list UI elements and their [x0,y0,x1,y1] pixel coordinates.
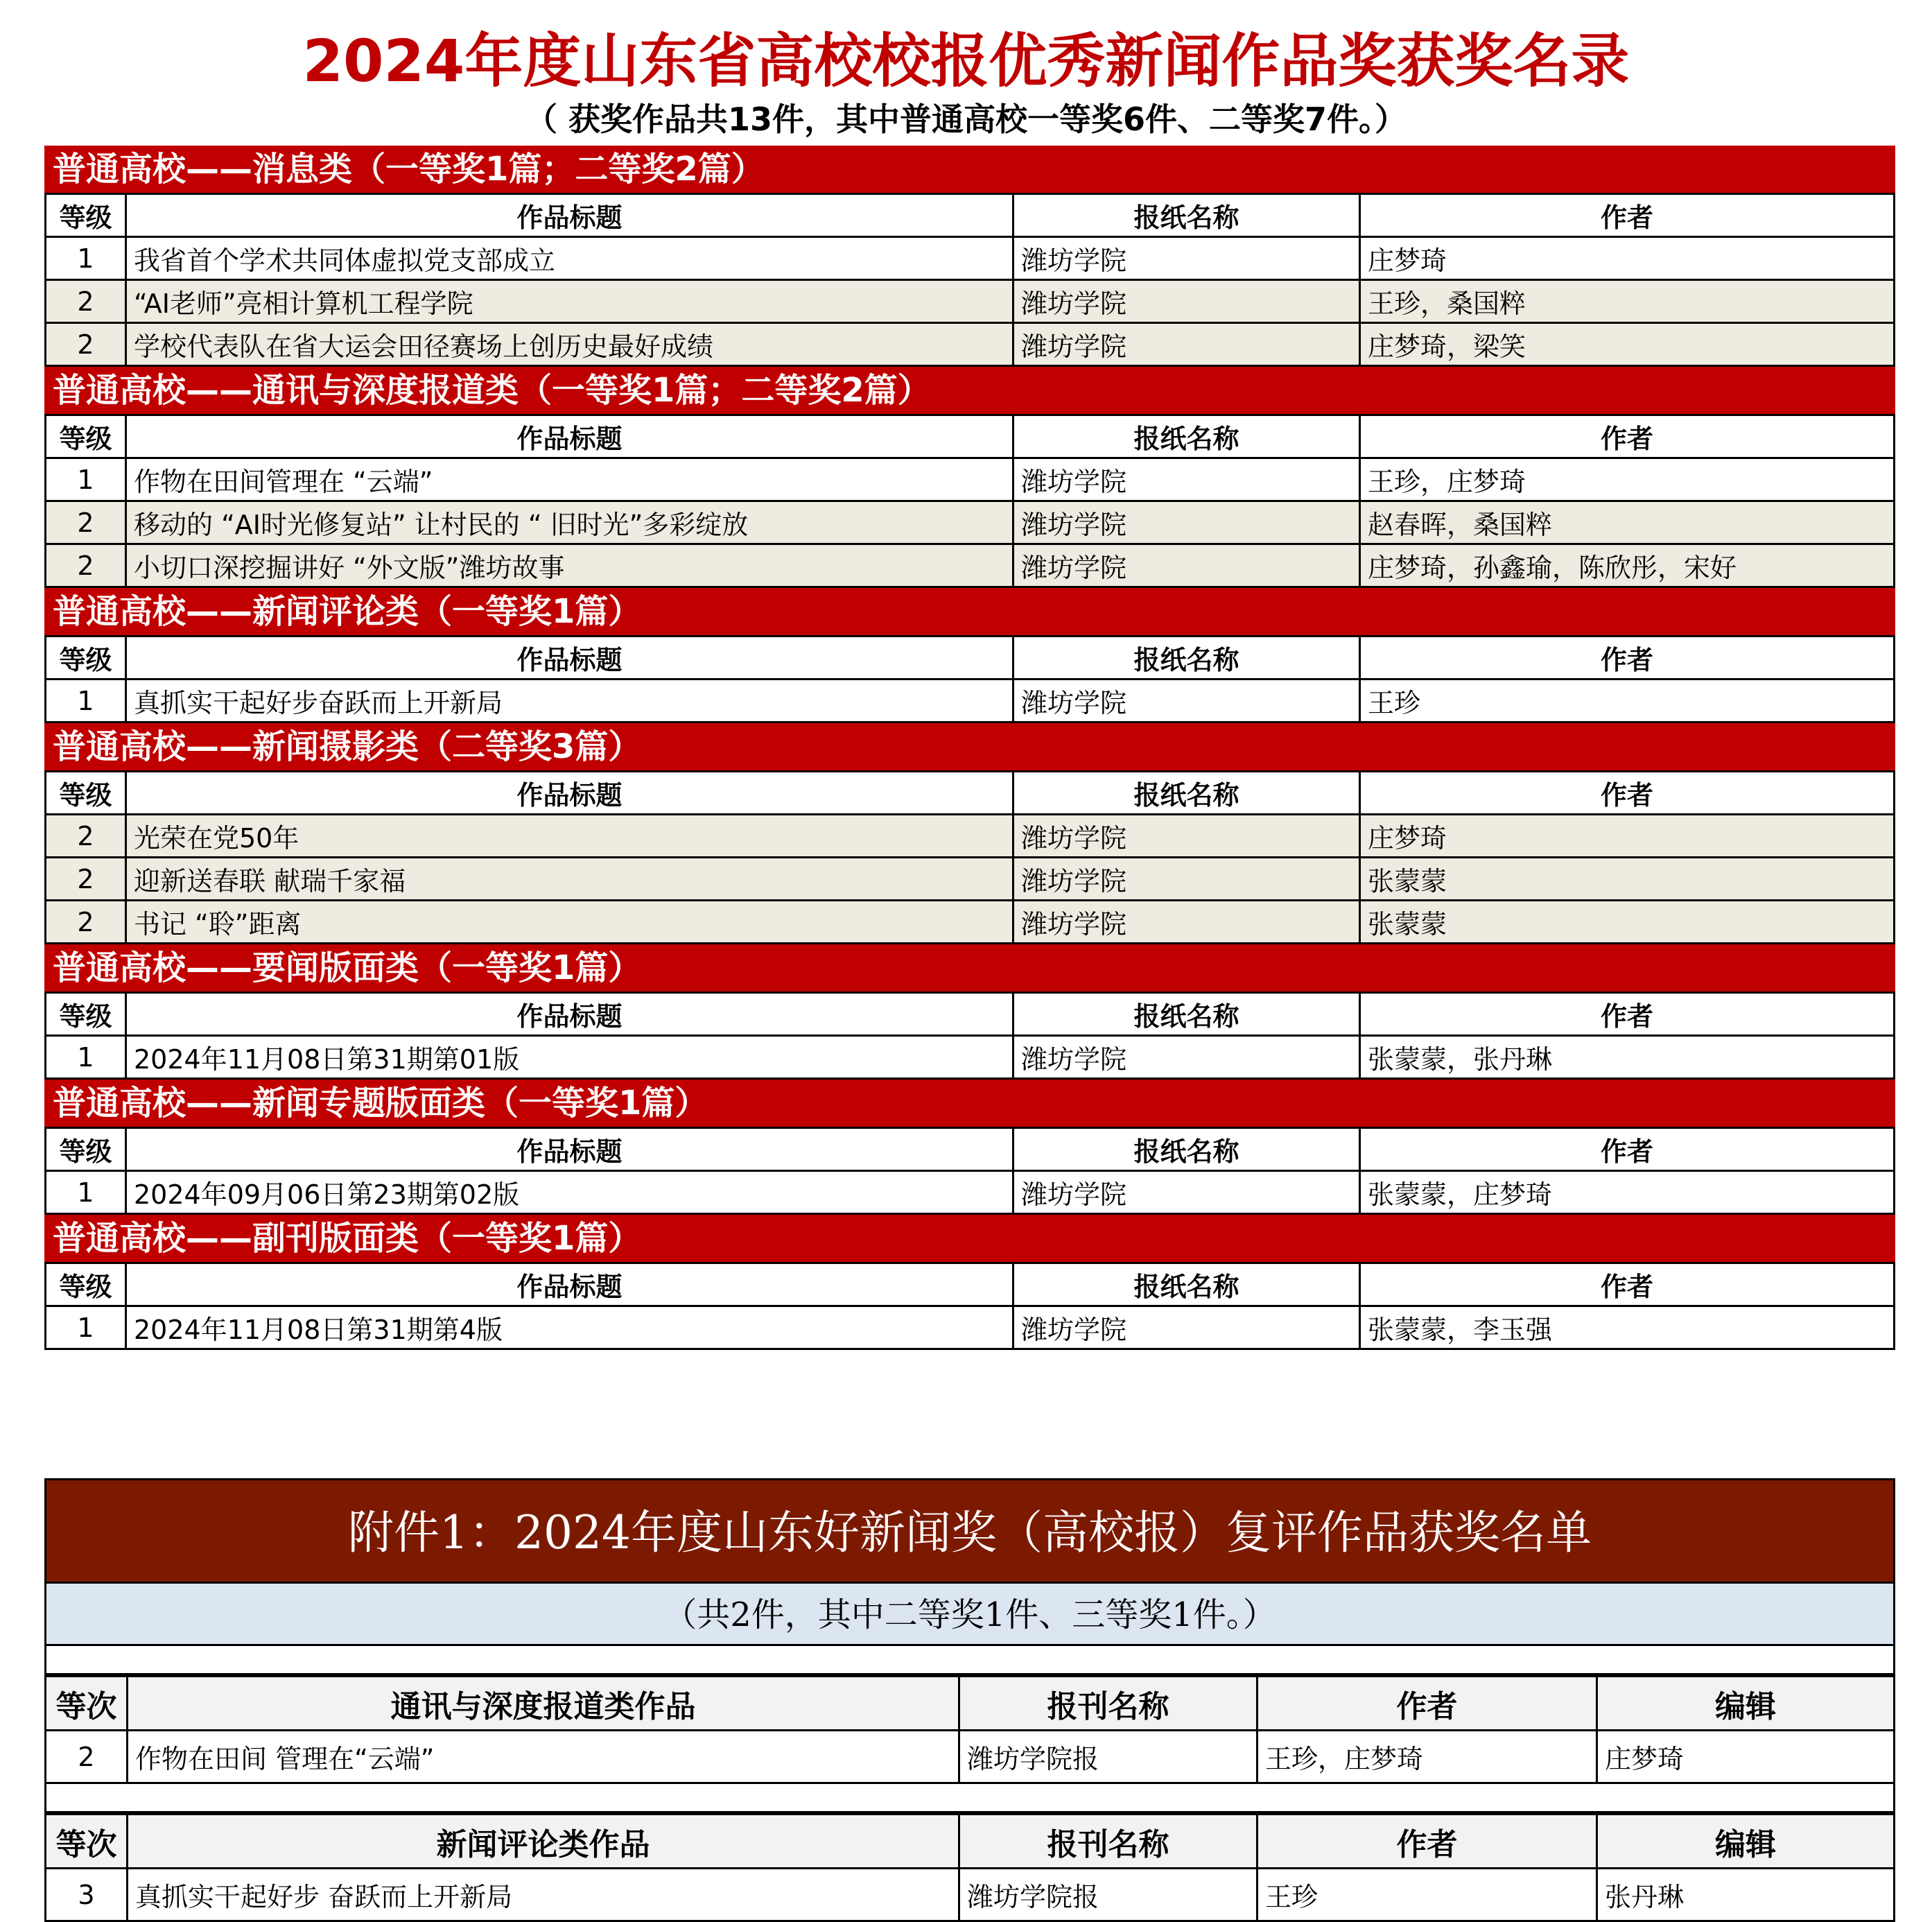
section-header: 普通高校——新闻专题版面类（一等奖1篇） [44,1080,1895,1127]
section-header: 普通高校——通讯与深度报道类（一等奖1篇；二等奖2篇） [44,367,1895,414]
column-header: 报纸名称 [1013,993,1360,1036]
table-header-row [46,1263,1895,1306]
appendix-cell-editor: 庄梦琦 [1597,1731,1895,1783]
column-header: 作品标题 [126,637,1013,679]
column-header: 报纸名称 [1013,415,1360,458]
cell-title: “AI老师”亮相计算机工程学院 [126,280,1013,323]
cell-title: 移动的 “AI时光修复站” 让村民的 “ 旧时光”多彩绽放 [126,501,1013,544]
table-header-row [46,194,1895,237]
cell-title: 小切口深挖掘讲好 “外文版”潍坊故事 [126,544,1013,587]
cell-author: 赵春晖，桑国粹 [1360,501,1895,544]
award-table [44,1127,1895,1215]
table-row [46,280,1895,323]
cell-author: 庄梦琦，孙鑫瑜，陈欣彤，宋好 [1360,544,1895,587]
column-header: 作品标题 [126,415,1013,458]
cell-paper: 潍坊学院 [1013,679,1360,722]
appendix-cell-author: 王珍 [1257,1869,1597,1921]
award-table [44,1262,1895,1350]
column-header: 报纸名称 [1013,1128,1360,1171]
cell-level: 2 [46,901,126,944]
column-header: 作品标题 [126,1128,1013,1171]
cell-author: 庄梦琦，梁笑 [1360,323,1895,366]
cell-level: 2 [46,815,126,858]
appendix-column-header: 等次 [46,1815,128,1869]
column-header: 作者 [1360,1128,1895,1171]
cell-author: 张蒙蒙，李玉强 [1360,1306,1895,1349]
appendix-table [44,1813,1895,1922]
appendix-column-header: 报刊名称 [959,1677,1257,1731]
appendix-cell-title: 真抓实干起好步 奋跃而上开新局 [128,1869,959,1921]
section-header: 普通高校——副刊版面类（一等奖1篇） [44,1215,1895,1262]
appendix-header-row [46,1677,1895,1731]
award-table [44,193,1895,367]
column-header: 作者 [1360,194,1895,237]
appendix-cell-rank: 2 [46,1731,128,1783]
cell-author: 王珍，桑国粹 [1360,280,1895,323]
cell-title: 2024年11月08日第31期第01版 [126,1036,1013,1079]
appendix-cell-author: 王珍，庄梦琦 [1257,1731,1597,1783]
column-header: 报纸名称 [1013,1263,1360,1306]
appendix [44,1478,1895,1922]
column-header: 等级 [46,1128,126,1171]
appendix-column-header: 编辑 [1597,1677,1895,1731]
cell-author: 张蒙蒙 [1360,901,1895,944]
appendix-row [46,1731,1895,1783]
award-table [44,635,1895,723]
column-header: 作者 [1360,1263,1895,1306]
cell-author: 张蒙蒙，张丹琳 [1360,1036,1895,1079]
cell-paper: 潍坊学院 [1013,1171,1360,1214]
cell-level: 2 [46,858,126,901]
cell-paper: 潍坊学院 [1013,323,1360,366]
cell-author: 王珍 [1360,679,1895,722]
cell-title: 迎新送春联 献瑞千家福 [126,858,1013,901]
column-header: 作者 [1360,415,1895,458]
column-header: 作品标题 [126,993,1013,1036]
table-row [46,501,1895,544]
appendix-cell-paper: 潍坊学院报 [959,1731,1257,1783]
section-header: 普通高校——新闻摄影类（二等奖3篇） [44,723,1895,770]
cell-level: 1 [46,1171,126,1214]
column-header: 等级 [46,1263,126,1306]
cell-paper: 潍坊学院 [1013,237,1360,280]
column-header: 作品标题 [126,194,1013,237]
cell-title: 2024年11月08日第31期第4版 [126,1306,1013,1349]
cell-title: 作物在田间管理在 “云端” [126,458,1013,501]
column-header: 等级 [46,637,126,679]
table-row [46,323,1895,366]
page-title: 2024年度山东省高校校报优秀新闻作品奖获奖名录 [302,27,1630,95]
column-header: 等级 [46,194,126,237]
appendix-cell-title: 作物在田间 管理在“云端” [128,1731,959,1783]
appendix-groups [44,1675,1895,1922]
cell-paper: 潍坊学院 [1013,280,1360,323]
appendix-column-header: 作者 [1257,1815,1597,1869]
cell-title: 学校代表队在省大运会田径赛场上创历史最好成绩 [126,323,1013,366]
table-row [46,237,1895,280]
appendix-cell-editor: 张丹琳 [1597,1869,1895,1921]
column-header: 作者 [1360,637,1895,679]
column-header: 作品标题 [126,772,1013,815]
table-row [46,1036,1895,1079]
table-row [46,901,1895,944]
appendix-spacer [44,1646,1895,1675]
cell-paper: 潍坊学院 [1013,858,1360,901]
appendix-column-header: 通讯与深度报道类作品 [128,1677,959,1731]
table-row [46,458,1895,501]
table-header-row [46,415,1895,458]
cell-level: 2 [46,544,126,587]
cell-paper: 潍坊学院 [1013,501,1360,544]
cell-level: 1 [46,1306,126,1349]
cell-paper: 潍坊学院 [1013,544,1360,587]
cell-level: 2 [46,323,126,366]
cell-title: 真抓实干起好步奋跃而上开新局 [126,679,1013,722]
cell-level: 1 [46,458,126,501]
column-header: 等级 [46,415,126,458]
cell-paper: 潍坊学院 [1013,458,1360,501]
award-table [44,414,1895,588]
section-header: 普通高校——消息类（一等奖1篇；二等奖2篇） [44,146,1895,193]
column-header: 作者 [1360,993,1895,1036]
column-header: 等级 [46,772,126,815]
cell-paper: 潍坊学院 [1013,901,1360,944]
table-header-row [46,993,1895,1036]
appendix-table [44,1675,1895,1784]
cell-author: 张蒙蒙 [1360,858,1895,901]
column-header: 等级 [46,993,126,1036]
table-row [46,1171,1895,1214]
appendix-title: 附件1：2024年度山东好新闻奖（高校报）复评作品获奖名单 [44,1478,1895,1584]
column-header: 报纸名称 [1013,194,1360,237]
cell-title: 书记 “聆”距离 [126,901,1013,944]
appendix-column-header: 编辑 [1597,1815,1895,1869]
table-header-row [46,1128,1895,1171]
table-header-row [46,772,1895,815]
column-header: 报纸名称 [1013,772,1360,815]
table-row [46,1306,1895,1349]
cell-paper: 潍坊学院 [1013,1036,1360,1079]
column-header: 作品标题 [126,1263,1013,1306]
column-header: 报纸名称 [1013,637,1360,679]
cell-level: 1 [46,237,126,280]
table-row [46,679,1895,722]
section-header: 普通高校——新闻评论类（一等奖1篇） [44,588,1895,635]
cell-author: 庄梦琦 [1360,237,1895,280]
cell-author: 王珍，庄梦琦 [1360,458,1895,501]
cell-author: 庄梦琦 [1360,815,1895,858]
cell-level: 2 [46,280,126,323]
cell-author: 张蒙蒙，庄梦琦 [1360,1171,1895,1214]
cell-title: 光荣在党50年 [126,815,1013,858]
cell-title: 2024年09月06日第23期第02版 [126,1171,1013,1214]
appendix-header-row [46,1815,1895,1869]
appendix-column-header: 新闻评论类作品 [128,1815,959,1869]
appendix-column-header: 作者 [1257,1677,1597,1731]
appendix-row [46,1869,1895,1921]
cell-paper: 潍坊学院 [1013,1306,1360,1349]
table-row [46,544,1895,587]
appendix-subtitle: （共2件，其中二等奖1件、三等奖1件。） [44,1584,1895,1646]
cell-title: 我省首个学术共同体虚拟党支部成立 [126,237,1013,280]
award-table [44,992,1895,1080]
appendix-column-header: 报刊名称 [959,1815,1257,1869]
award-sections [44,146,1895,1350]
column-header: 作者 [1360,772,1895,815]
section-header: 普通高校——要闻版面类（一等奖1篇） [44,944,1895,992]
table-row [46,858,1895,901]
cell-level: 2 [46,501,126,544]
appendix-cell-rank: 3 [46,1869,128,1921]
table-header-row [46,637,1895,679]
appendix-column-header: 等次 [46,1677,128,1731]
table-row [46,815,1895,858]
appendix-spacer [44,1784,1895,1813]
cell-level: 1 [46,1036,126,1079]
page-subtitle: （ 获奖作品共13件，其中普通高校一等奖6件、二等奖7件。） [525,101,1407,138]
cell-level: 1 [46,679,126,722]
appendix-cell-paper: 潍坊学院报 [959,1869,1257,1921]
cell-paper: 潍坊学院 [1013,815,1360,858]
award-table [44,770,1895,944]
